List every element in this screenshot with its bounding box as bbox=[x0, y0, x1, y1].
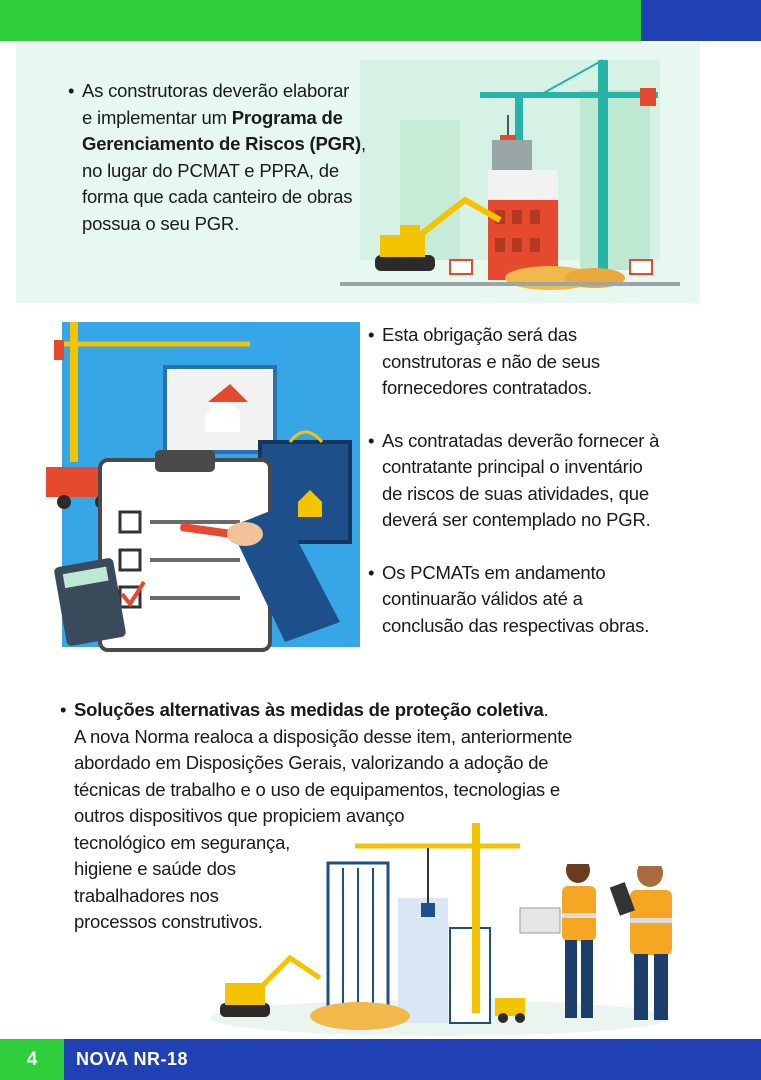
pgr-term-1: Programa de bbox=[231, 106, 343, 128]
bullet-item: • Esta obrigação será das construtoras e não de seus fornecedores contratados. bbox=[368, 324, 600, 398]
pgr-line-6: possua o seu PGR. bbox=[82, 212, 240, 234]
top-bar-blue bbox=[641, 0, 761, 41]
pgr-line-1: As construtoras deverão elaborar bbox=[82, 80, 350, 101]
bullet-dot: • bbox=[68, 80, 75, 101]
pgr-paragraph bbox=[68, 78, 398, 237]
bullet-item: • As contratadas deverão fornecer à contratante principal o inventário de riscos de suas atividades, que deverá ser contemplado no PGR. bbox=[368, 429, 660, 530]
page-number: 4 bbox=[0, 1039, 64, 1080]
pgr-term-2: Gerenciamento de Riscos (PGR) bbox=[82, 133, 361, 154]
obligations-list bbox=[368, 322, 708, 665]
solutions-line: tecnológico em segurança, bbox=[74, 831, 291, 853]
solutions-line: outros dispositivos que propiciem avanço bbox=[74, 805, 405, 826]
bullet-dot: • bbox=[368, 561, 375, 583]
bullet-dot: • bbox=[368, 324, 375, 345]
footer-bar bbox=[0, 1039, 761, 1080]
top-bar-green bbox=[0, 0, 641, 41]
bullet-dot: • bbox=[368, 429, 375, 451]
solutions-line: processos construtivos. bbox=[74, 911, 263, 932]
pgr-line-4: no lugar do PCMAT e PPRA, de bbox=[82, 159, 339, 181]
solutions-line: técnicas de trabalho e o uso de equipamentos, tecnologias e bbox=[74, 778, 560, 800]
pgr-line-5: forma que cada canteiro de obras bbox=[82, 186, 353, 207]
solutions-line: A nova Norma realoca a disposição desse item, anteriormente bbox=[74, 725, 573, 747]
solutions-heading: Soluções alternativas às medidas de proteção coletiva. bbox=[74, 699, 549, 720]
solutions-paragraph bbox=[60, 697, 660, 936]
pgr-line-3: Gerenciamento de Riscos (PGR), bbox=[82, 133, 366, 154]
pgr-line-2: e implementar um Programa de bbox=[82, 106, 343, 128]
solutions-line: trabalhadores nos bbox=[74, 884, 219, 906]
bullet-dot: • bbox=[60, 699, 67, 720]
footer-title: NOVA NR-18 bbox=[76, 1049, 189, 1069]
bullet-item: • Os PCMATs em andamento continuarão válidos até a conclusão das respectivas obras. bbox=[368, 561, 650, 636]
checklist-illustration bbox=[40, 322, 360, 652]
solutions-line: higiene e saúde dos bbox=[74, 858, 236, 879]
solutions-line: abordado em Disposições Gerais, valorizando a adoção de bbox=[74, 752, 549, 773]
